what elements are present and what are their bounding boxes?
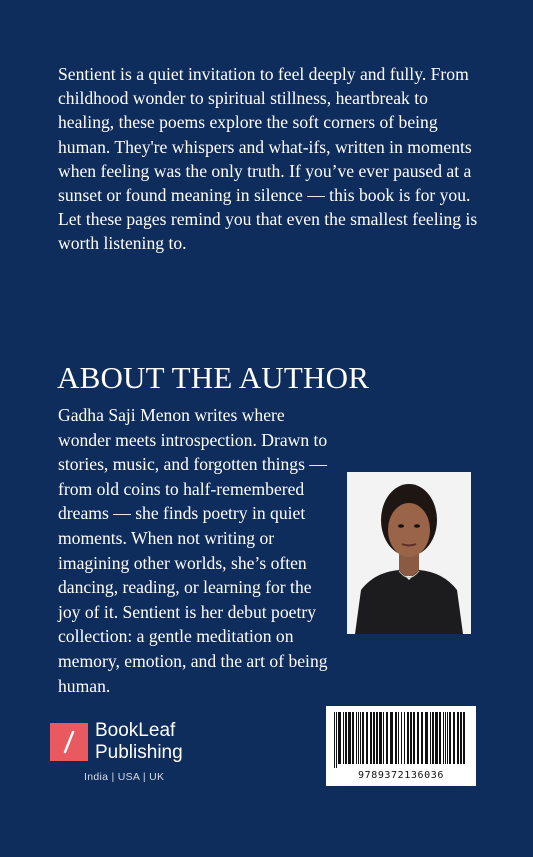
barcode-bar <box>338 712 341 764</box>
publisher-name-line1: BookLeaf <box>95 720 176 741</box>
barcode-bar <box>432 712 434 764</box>
barcode-bar <box>445 712 446 764</box>
barcode-bar <box>421 712 423 764</box>
barcode-bar <box>370 712 372 764</box>
barcode-bar <box>386 712 388 764</box>
barcode-bar <box>407 712 409 764</box>
barcode-bar <box>352 712 354 764</box>
barcode-bar <box>379 712 382 764</box>
barcode-bar <box>447 712 448 764</box>
isbn-number: 9789372136036 <box>357 770 445 781</box>
barcode-bar <box>457 712 459 764</box>
barcode-bar <box>360 712 361 764</box>
barcode-bar <box>366 712 368 764</box>
barcode-bar <box>362 712 364 764</box>
publisher-regions: India | USA | UK <box>84 771 165 783</box>
barcode-bars <box>326 706 476 770</box>
publisher-mark-icon <box>50 723 88 761</box>
barcode-bar <box>463 712 465 764</box>
barcode-bar <box>430 712 431 764</box>
barcode-bar <box>343 712 344 764</box>
barcode-bar <box>410 712 412 764</box>
barcode-bar <box>334 712 335 768</box>
barcode-bar <box>425 712 428 764</box>
back-cover-blurb: Sentient is a quiet invitation to feel deeply and fully. From childhood wonder to spiritual stillness, heartbreak to healing, these poems explore the soft corners of being human. They're whispers and what-ifs, written in moments when feeling was the only truth. If you’ve ever paused at a sunset or found meaning in silence — this book is for you. Let these pages remind you that even the smallest feeling is worth listening to. <box>58 64 478 254</box>
barcode-bar <box>443 712 444 764</box>
barcode-bar <box>460 712 462 764</box>
barcode-bar <box>453 712 455 764</box>
barcode-bar <box>404 712 405 764</box>
isbn-barcode <box>326 706 476 786</box>
barcode-bar <box>390 712 393 764</box>
barcode-bar <box>376 712 378 764</box>
barcode-bar <box>449 712 451 764</box>
barcode-bar <box>345 712 347 764</box>
barcode-bar <box>373 712 375 764</box>
barcode-bar <box>358 712 359 764</box>
barcode-bar <box>356 712 357 764</box>
barcode-bar <box>348 712 351 764</box>
barcode-bar <box>417 712 419 764</box>
barcode-bar <box>401 712 402 764</box>
slash-icon <box>50 723 88 761</box>
barcode-bar <box>439 712 441 764</box>
author-portrait-illustration <box>347 472 471 634</box>
barcode-bar <box>395 712 397 764</box>
author-bio: Gadha Saji Menon writes where wonder meets introspection. Drawn to stories, music, and forgotten things — from old coins to half-remembered dreams — she finds poetry in quiet moments. When not writing or imagining other worlds, she’s often dancing, reading, or learning for the joy of it. Sentient is her debut poetry collection: a gentle meditation on memory, emotion, and the art of being human. <box>58 405 328 696</box>
barcode-bar <box>398 712 399 764</box>
author-photo <box>347 472 471 634</box>
publisher-logo <box>50 718 200 790</box>
barcode-bar <box>435 712 438 764</box>
barcode-bar <box>336 712 337 768</box>
barcode-bar <box>383 712 384 764</box>
publisher-name-line2: Publishing <box>95 742 183 763</box>
barcode-bar <box>413 712 415 764</box>
about-author-heading: ABOUT THE AUTHOR <box>57 360 370 395</box>
